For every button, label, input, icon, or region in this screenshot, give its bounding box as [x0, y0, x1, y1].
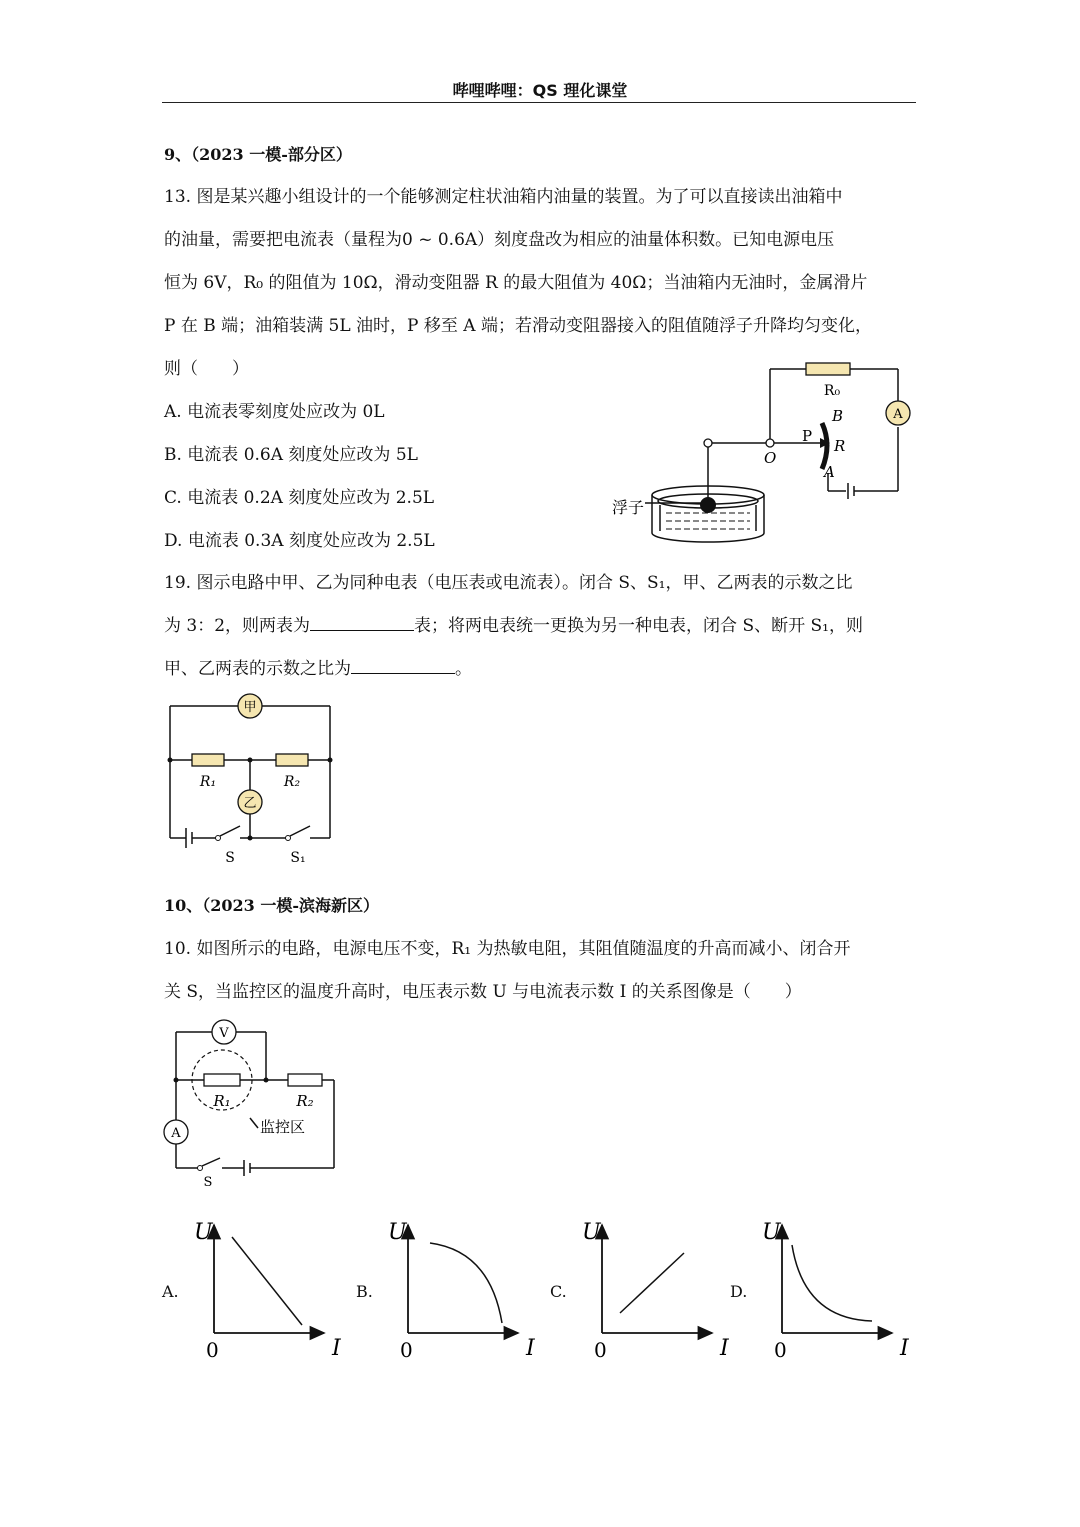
- label-r1: R₁: [199, 774, 217, 790]
- q19-line-3-part-a: 甲、乙两表的示数之比为: [164, 659, 351, 679]
- graph-b[interactable]: [380, 1215, 550, 1365]
- q13-line-5: 则（ ）: [164, 359, 249, 379]
- q13-line-2: 的油量，需要把电流表（量程为0 ~ 0.6A）刻度盘改为相应的油量体积数。已知电源电压: [164, 230, 835, 250]
- q10-line-1: 10. 如图所示的电路，电源电压不变，R₁ 为热敏电阻，其阻值随温度的升高而减小、闭合开: [164, 939, 851, 959]
- r1-thermistor: [204, 1074, 240, 1086]
- label-a: A: [824, 463, 835, 481]
- q19-line-2-part-b: 表；将两电表统一更换为另一种电表，闭合 S、断开 S₁，则: [414, 616, 863, 636]
- header-rule: [162, 102, 916, 103]
- graph-d[interactable]: [754, 1215, 924, 1365]
- graph-a-curve: [232, 1237, 302, 1325]
- graph-c-x-label: I: [720, 1336, 729, 1361]
- float-ball: [700, 497, 716, 513]
- q13-option-c[interactable]: C. 电流表 0.2A 刻度处应改为 2.5L: [164, 488, 435, 508]
- q13-option-b[interactable]: B. 电流表 0.6A 刻度处应改为 5L: [164, 445, 418, 465]
- graph-b-x-label: I: [526, 1336, 535, 1361]
- label-a: A: [171, 1126, 181, 1141]
- graph-option-c-label[interactable]: C.: [550, 1282, 567, 1301]
- label-r1: R₁: [213, 1092, 231, 1110]
- r1-resistor: [192, 754, 224, 766]
- graph-b-curve: [430, 1243, 502, 1323]
- label-p: P: [802, 427, 813, 445]
- graph-d-curve: [792, 1245, 872, 1321]
- label-yi: 乙: [243, 796, 257, 811]
- graph-c[interactable]: [574, 1215, 744, 1365]
- q19-line-2: [164, 611, 863, 636]
- q19-line-3-part-b: 。: [455, 659, 472, 679]
- graph-b-y-label: U: [388, 1220, 407, 1245]
- label-b: B: [832, 407, 844, 425]
- pivot-point: [766, 439, 774, 447]
- graph-a-y-label: U: [194, 1220, 213, 1245]
- graph-d-y-label: U: [762, 1220, 781, 1245]
- q19-line-1: 19. 图示电路中甲、乙为同种电表（电压表或电流表）。闭合 S、S₁，甲、乙两表的示数之比: [164, 573, 853, 593]
- label-s1: S₁: [290, 850, 306, 866]
- q13-line-3: 恒为 6V，R₀ 的阻值为 10Ω，滑动变阻器 R 的最大阻值为 40Ω；当油箱内无油时，金属滑片: [164, 273, 868, 293]
- label-v: V: [219, 1026, 229, 1041]
- q10-line-2: 关 S，当监控区的温度升高时，电压表示数 U 与电流表示数 I 的关系图像是（ ）: [164, 982, 802, 1002]
- section-9-title: 9、（2023 一模-部分区）: [164, 145, 352, 164]
- label-float: 浮子: [612, 498, 645, 517]
- graph-c-y-label: U: [582, 1220, 601, 1245]
- page-header: 哔哩哔哩：QS 理化课堂: [452, 81, 628, 100]
- graph-d-origin: 0: [774, 1338, 787, 1362]
- graph-c-origin: 0: [594, 1338, 607, 1362]
- r0-resistor: [806, 363, 850, 375]
- label-r: R: [834, 437, 846, 455]
- q13-line-4: P 在 B 端；油箱装满 5L 油时，P 移至 A 端；若滑动变阻器接入的阻值随浮子升降均匀变化，: [164, 316, 872, 336]
- label-r0: R₀: [823, 383, 841, 399]
- graph-b-origin: 0: [400, 1338, 413, 1362]
- label-ammeter: A: [893, 407, 903, 422]
- q19-answer-blank-2[interactable]: [351, 659, 455, 674]
- q13-line-1: 13. 图是某兴趣小组设计的一个能够测定柱状油箱内油量的装置。为了可以直接读出油箱中: [164, 187, 843, 207]
- section-10-title: 10、（2023 一模-滨海新区）: [164, 896, 380, 915]
- graph-c-curve: [620, 1253, 684, 1313]
- graph-d-x-label: I: [900, 1336, 909, 1361]
- r2-resistor: [276, 754, 308, 766]
- q19-circuit-figure: [160, 690, 350, 870]
- label-r2: R₂: [296, 1092, 314, 1110]
- r2-resistor: [288, 1074, 322, 1086]
- graph-option-b-label[interactable]: B.: [356, 1282, 373, 1301]
- q13-option-a[interactable]: A. 电流表零刻度处应改为 0L: [164, 402, 385, 422]
- graph-option-d-label[interactable]: D.: [730, 1282, 748, 1301]
- graph-a-origin: 0: [206, 1338, 219, 1362]
- label-r2: R₂: [283, 774, 301, 790]
- label-s: S: [225, 850, 235, 866]
- graph-a-x-label: I: [332, 1336, 341, 1361]
- q10-circuit-figure: [160, 1018, 360, 1193]
- label-jia: 甲: [243, 700, 257, 715]
- oil-tank-circuit-figure: [610, 355, 920, 555]
- graph-option-a-label[interactable]: A.: [162, 1282, 179, 1301]
- q19-answer-blank-1[interactable]: [310, 616, 414, 631]
- label-s: S: [203, 1175, 213, 1190]
- label-o: O: [764, 449, 777, 467]
- q19-line-3: [164, 654, 472, 679]
- q13-option-d[interactable]: D. 电流表 0.3A 刻度处应改为 2.5L: [164, 531, 435, 551]
- graph-a[interactable]: [186, 1215, 356, 1365]
- q19-line-2-part-a: 为 3：2，则两表为: [164, 616, 311, 636]
- label-monitor-zone: 监控区: [260, 1118, 306, 1136]
